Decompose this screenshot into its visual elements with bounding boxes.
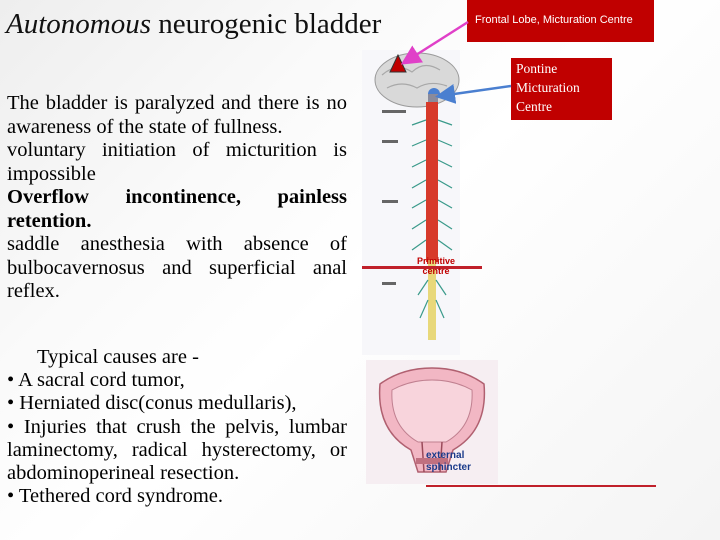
slide-title: [6, 6, 381, 42]
description-line-1: The bladder is paralyzed and there is no awareness of the state of fullness.: [7, 92, 347, 138]
causes-heading: Typical causes are -: [37, 346, 199, 368]
cause-item: • A sacral cord tumor,: [7, 369, 185, 392]
sphincter-line: [426, 485, 656, 487]
spinal-cord-figure: [362, 50, 460, 355]
description-line-2: voluntary initiation of micturition is impossible: [7, 139, 347, 185]
description-paragraph: [7, 92, 347, 304]
frontal-lobe-label: Frontal Lobe, Micturation Centre: [467, 0, 654, 42]
description-line-3: Overflow incontinence, painless retention.: [7, 186, 347, 232]
external-sphincter-label: external sphincter: [426, 450, 472, 473]
cause-item: • Injuries that crush the pelvis, lumbar laminectomy, radical hysterectomy, or abdominoperineal resection.: [7, 415, 347, 485]
cause-item: • Herniated disc(conus medullaris),: [7, 392, 297, 415]
title-rest: neurogenic bladder: [151, 8, 382, 40]
typical-causes: [7, 346, 347, 508]
description-line-4: saddle anesthesia with absence of bulbocavernosus and superficial anal reflex.: [7, 233, 347, 302]
title-italic: Autonomous: [6, 8, 151, 40]
cause-item: • Tethered cord syndrome.: [7, 485, 223, 508]
pontine-micturition-label: Pontine Micturation Centre: [511, 58, 612, 120]
primitive-centre-label: Primitive centre: [416, 256, 456, 276]
